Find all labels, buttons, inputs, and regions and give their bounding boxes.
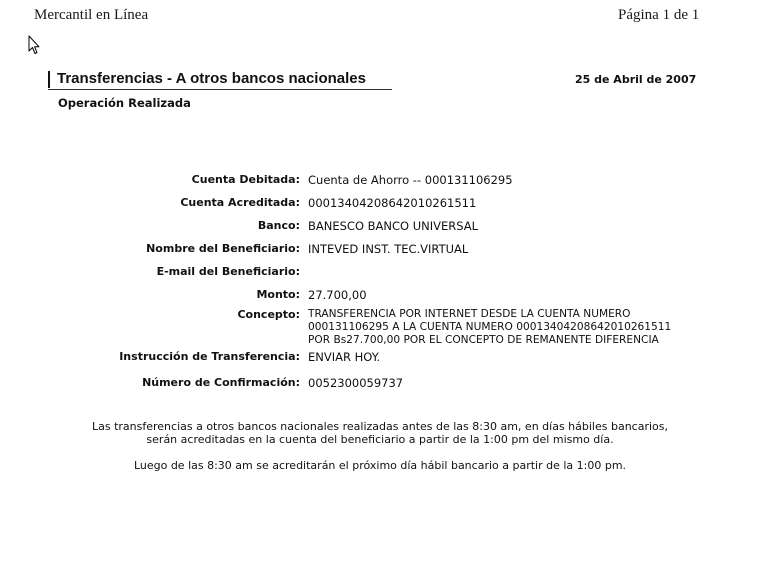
note-line-1: Las transferencias a otros bancos nacionales realizadas antes de las 8:30 am, en días hábiles bancarios,: [91, 420, 668, 433]
cuenta-debitada-label: Cuenta Debitada:: [191, 173, 300, 186]
beneficiario-value: INTEVED INST. TEC.VIRTUAL: [308, 242, 469, 256]
print-header-page-number: Página 1 de 1: [618, 7, 700, 23]
email-label: E-mail del Beneficiario:: [156, 265, 300, 278]
confirmacion-value: 0052300059737: [308, 376, 404, 390]
confirmacion-label: Número de Confirmación:: [142, 376, 300, 389]
banco-label: Banco:: [257, 219, 300, 232]
title-marker: [48, 71, 50, 88]
print-header-left: Mercantil en Línea: [34, 7, 149, 23]
beneficiario-label: Nombre del Beneficiario:: [146, 242, 300, 255]
concepto-label: Concepto:: [237, 308, 300, 321]
cuenta-acreditada-value: 00013404208642010261511: [308, 196, 477, 210]
cuenta-acreditada-label: Cuenta Acreditada:: [180, 196, 300, 209]
cuenta-debitada-value: Cuenta de Ahorro -- 000131106295: [308, 173, 513, 187]
monto-value: 27.700,00: [308, 288, 367, 302]
operation-status: Operación Realizada: [58, 96, 191, 110]
concepto-line-1: TRANSFERENCIA POR INTERNET DESDE LA CUENTA NUMERO: [308, 308, 631, 320]
page-title: Transferencias - A otros bancos nacionales: [57, 70, 366, 87]
note-line-3: Luego de las 8:30 am se acreditarán el próximo día hábil bancario a partir de la 1:00 pm.: [133, 459, 627, 472]
instruccion-value: ENVIAR HOY.: [308, 350, 381, 364]
concepto-line-2: 000131106295 A LA CUENTA NUMERO 00013404208642010261511: [308, 321, 672, 333]
concepto-line-3: POR Bs27.700,00 POR EL CONCEPTO DE REMANENTE DIFERENCIA: [308, 334, 659, 346]
monto-label: Monto:: [256, 288, 300, 301]
instruccion-label: Instrucción de Transferencia:: [119, 350, 300, 363]
mouse-pointer-icon: [28, 35, 40, 55]
document-date: 25 de Abril de 2007: [575, 73, 697, 86]
note-line-2: serán acreditadas en la cuenta del beneficiario a partir de la 1:00 pm del mismo día.: [146, 433, 614, 446]
banco-value: BANESCO BANCO UNIVERSAL: [308, 219, 479, 233]
